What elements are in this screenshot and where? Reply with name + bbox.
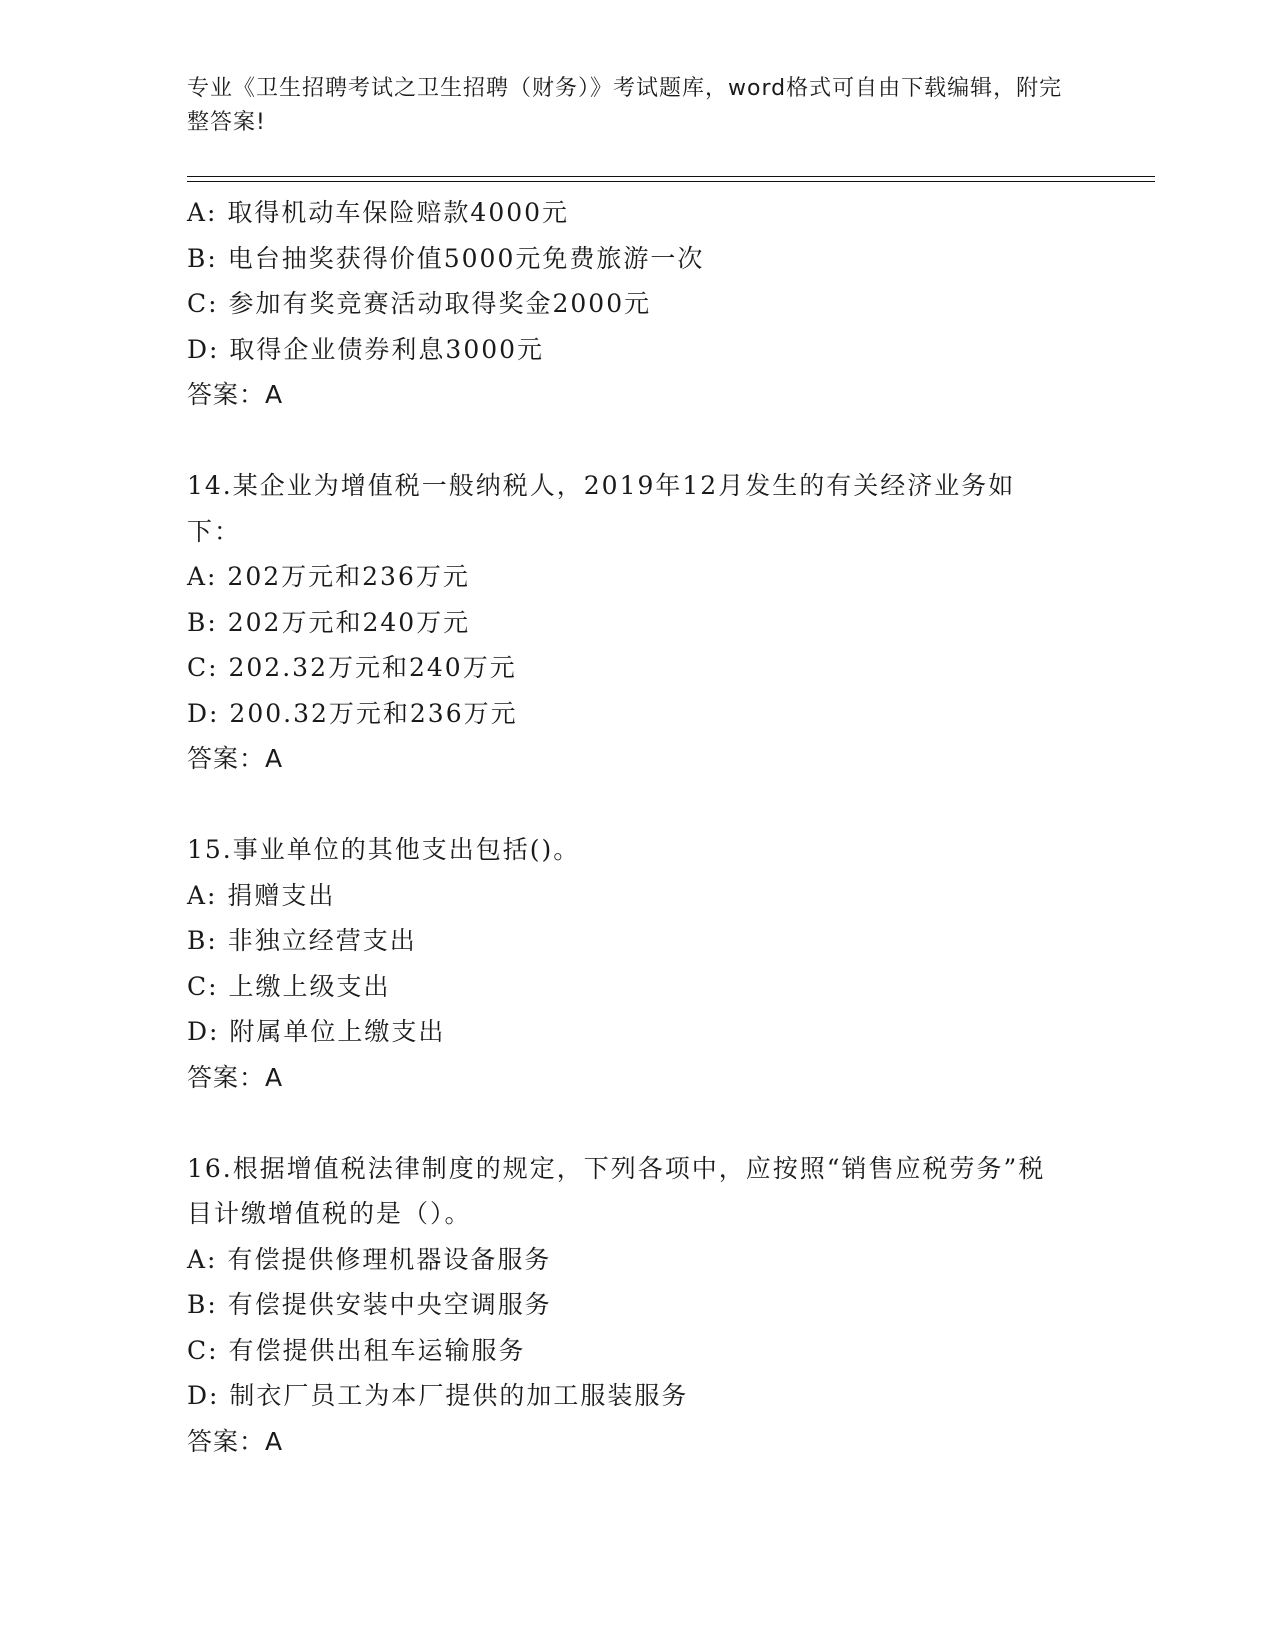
- question-15: [187, 827, 1087, 1100]
- option-b: B: 电台抽奖获得价值5000元免费旅游一次: [187, 243, 705, 273]
- answer: 答案：A: [187, 744, 284, 773]
- header-rule-bottom: [187, 181, 1155, 182]
- option-a: A: 202万元和236万元: [187, 562, 470, 591]
- option-b: B: 非独立经营支出: [187, 926, 417, 955]
- question-14: [187, 463, 1087, 782]
- option-a: A: 捐赠支出: [187, 880, 336, 910]
- spacer: [187, 418, 1087, 464]
- option-d: D: 制衣厂员工为本厂提供的加工服装服务: [187, 1381, 689, 1410]
- answer: 答案：A: [187, 380, 284, 409]
- answer: 答案：A: [187, 1426, 284, 1456]
- option-a: A: 有偿提供修理机器设备服务: [187, 1244, 552, 1274]
- option-c: C: 上缴上级支出: [187, 971, 391, 1001]
- question-16: [187, 1146, 1087, 1465]
- option-b: B: 202万元和240万元: [187, 607, 471, 637]
- option-a: A: 取得机动车保险赔款4000元: [187, 198, 570, 227]
- question-stem: 16.根据增值税法律制度的规定，下列各项中，应按照“销售应税劳务”税目计缴增值税的是（）。: [187, 1153, 1046, 1228]
- option-d: D: 200.32万元和236万元: [187, 698, 518, 728]
- document-header: 专业《卫生招聘考试之卫生招聘（财务）》考试题库，word格式可自由下载编辑，附完整答案!: [187, 76, 1063, 135]
- option-c: C: 有偿提供出租车运输服务: [187, 1335, 526, 1365]
- option-d: D: 附属单位上缴支出: [187, 1017, 446, 1046]
- option-c: C: 202.32万元和240万元: [187, 653, 517, 682]
- option-d: D: 取得企业债券利息3000元: [187, 334, 545, 364]
- question-13: [187, 190, 1087, 418]
- question-stem: 15.事业单位的其他支出包括()。: [187, 835, 581, 864]
- spacer: [187, 1100, 1087, 1146]
- option-c: C: 参加有奖竞赛活动取得奖金2000元: [187, 289, 652, 318]
- question-stem: 14.某企业为增值税一般纳税人，2019年12月发生的有关经济业务如下：: [187, 471, 1016, 546]
- answer: 答案：A: [187, 1062, 284, 1092]
- option-b: B: 有偿提供安装中央空调服务: [187, 1290, 552, 1319]
- spacer: [187, 782, 1087, 828]
- question-list: [187, 190, 1087, 1464]
- header-rule-top: [187, 176, 1155, 177]
